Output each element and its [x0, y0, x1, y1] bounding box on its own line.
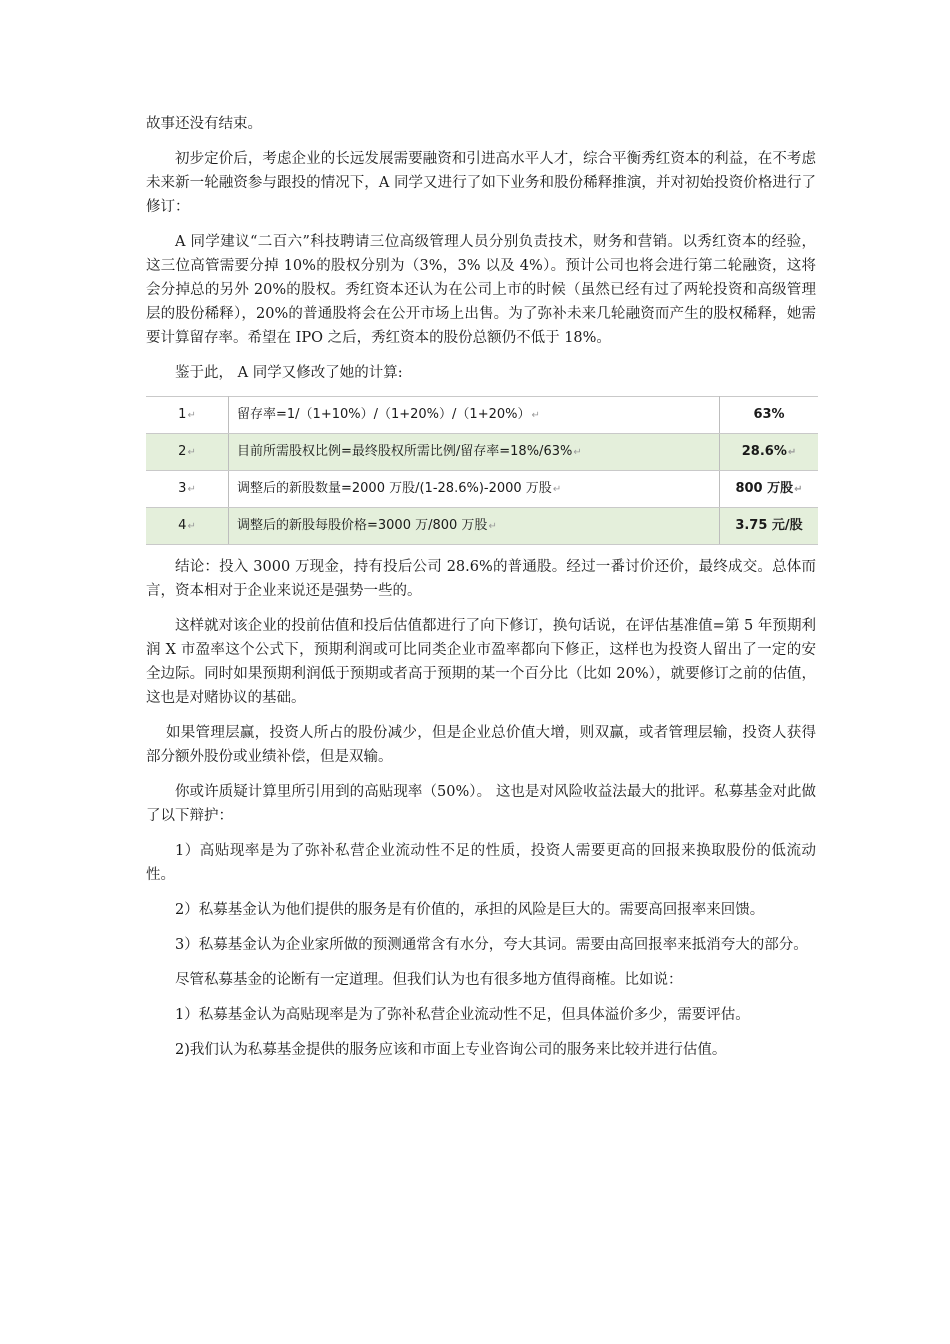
row-number: 3 — [178, 480, 187, 496]
formula-text: 调整后的新股数量=2000 万股/(1-28.6%)-2000 万股 — [237, 480, 552, 496]
list-item: 1）高贴现率是为了弥补私营企业流动性不足的性质，投资人需要更高的回报来换取股份的低流动性。 — [146, 843, 816, 883]
row-number-cell — [146, 397, 229, 434]
formula-text: 目前所需股权比例=最终股权所需比例/留存率=18%/63% — [237, 443, 573, 459]
formula-text: 调整后的新股每股价格=3000 万/800 万股 — [237, 517, 488, 533]
result-cell — [720, 471, 819, 508]
paragraph-mark-icon: ↵ — [794, 483, 803, 495]
table-row — [146, 471, 818, 508]
list-item: 2）私募基金认为他们提供的服务是有价值的，承担的风险是巨大的。需要高回报率来回馈。 — [175, 902, 765, 918]
formula-cell — [229, 434, 720, 471]
result-text: 800 万股 — [735, 480, 794, 496]
result-cell — [720, 397, 819, 434]
result-text: 28.6% — [741, 443, 787, 459]
paragraph: 鉴于此， A 同学又修改了她的计算: — [175, 365, 403, 381]
formula-cell — [229, 508, 720, 545]
result-text: 63% — [753, 407, 785, 422]
paragraph-mark-icon: ↵ — [187, 409, 196, 421]
row-number-cell — [146, 471, 229, 508]
paragraph: 初步定价后，考虑企业的长远发展需要融资和引进高水平人才，综合平衡秀红资本的利益，在不考虑未来新一轮融资参与跟投的情况下，A 同学又进行了如下业务和股份稀释推演，并对初始投资价格进行了修订： — [146, 151, 816, 215]
row-number-cell — [146, 434, 229, 471]
formula-text: 留存率=1/（1+10%）/（1+20%）/（1+20%） — [237, 406, 531, 422]
table-row — [146, 508, 818, 545]
result-cell — [720, 508, 819, 545]
table-row — [146, 434, 818, 471]
paragraph: 这样就对该企业的投前估值和投后估值都进行了向下修订，换句话说，在评估基准值=第 5 年预期利润 X 市盈率这个公式下，预期利润或可比同类企业市盈率都向下修正，这样也为投资人留出了一定的安全边际。同时如果预期利润低于预期或者高于预期的某一个百分比（比如 20%），就要修订之前的估值，这也是对赌协议的基础。 — [146, 618, 816, 706]
table-row — [146, 397, 818, 434]
paragraph-mark-icon: ↵ — [488, 520, 497, 532]
document-page — [146, 112, 816, 1073]
paragraph-mark-icon: ↵ — [552, 483, 562, 495]
paragraph: 你或许质疑计算里所引用到的高贴现率（50%）。 这也是对风险收益法最大的批评。私募基金对此做了以下辩护： — [146, 784, 816, 824]
paragraph-mark-icon: ↵ — [787, 446, 797, 458]
list-item: 3）私募基金认为企业家所做的预测通常含有水分，夸大其词。需要由高回报率来抵消夸大的部分。 — [175, 937, 808, 953]
paragraph: 如果管理层赢，投资人所占的股份减少，但是企业总价值大增，则双赢，或者管理层输，投资人获得部分额外股份或业绩补偿，但是双输。 — [146, 725, 816, 765]
row-number: 1 — [178, 406, 187, 422]
result-cell — [720, 434, 819, 471]
paragraph-mark-icon: ↵ — [187, 483, 196, 495]
paragraph-mark-icon: ↵ — [187, 520, 196, 532]
paragraph: 尽管私募基金的论断有一定道理。但我们认为也有很多地方值得商榷。比如说： — [175, 972, 683, 988]
paragraph: 结论：投入 3000 万现金，持有投后公司 28.6%的普通股。经过一番讨价还价，最终成交。总体而言，资本相对于企业来说还是强势一些的。 — [146, 559, 816, 599]
row-number-cell — [146, 508, 229, 545]
paragraph-mark-icon: ↵ — [187, 446, 196, 458]
calculation-table — [146, 396, 818, 545]
list-item: 2)我们认为私募基金提供的服务应该和市面上专业咨询公司的服务来比较并进行估值。 — [175, 1042, 727, 1058]
paragraph-mark-icon: ↵ — [573, 446, 582, 458]
paragraph: A 同学建议“二百六”科技聘请三位高级管理人员分别负责技术，财务和营销。以秀红资本的经验， 这三位高管需要分掉 10%的股权分别为（3%，3% 以及 4%）。预计公司也将会进行第二轮融资，这将会分掉总的另外 20%的股权。秀红资本还认为在公司上市的时候（虽然已经有过了两轮投资和高级管理层的股份稀释），20%的普通股将会在公开市场上出售。为了弥补未来几轮融资而产生的股权稀释，她需要计算留存率。希望在 IPO 之后，秀红资本的股份总额仍不低于 18%。 — [146, 234, 816, 346]
formula-cell — [229, 397, 720, 434]
row-number: 2 — [178, 443, 187, 459]
list-item: 1）私募基金认为高贴现率是为了弥补私营企业流动性不足，但具体溢价多少，需要评估。 — [175, 1007, 750, 1023]
row-number: 4 — [178, 517, 187, 533]
result-text: 3.75 元/股 — [735, 518, 803, 533]
paragraph: 故事还没有结束。 — [146, 116, 262, 132]
formula-cell — [229, 471, 720, 508]
paragraph-mark-icon: ↵ — [531, 409, 540, 421]
